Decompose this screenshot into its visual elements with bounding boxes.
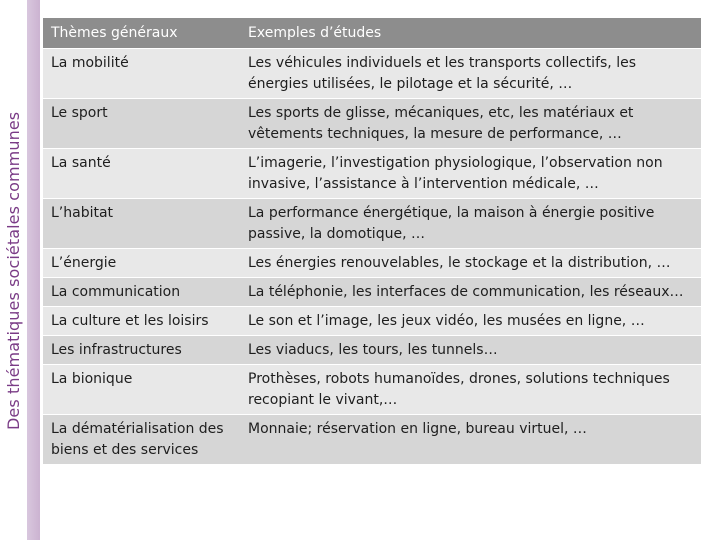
examples-cell: Prothèses, robots humanoïdes, drones, solutions techniques recopiant le vivant,…: [240, 365, 701, 415]
header-examples: Exemples d’études: [240, 18, 701, 49]
examples-cell: La téléphonie, les interfaces de communication, les réseaux…: [240, 278, 701, 307]
examples-cell: Le son et l’image, les jeux vidéo, les musées en ligne, …: [240, 307, 701, 336]
theme-cell: La bionique: [43, 365, 240, 415]
examples-cell: Les viaducs, les tours, les tunnels…: [240, 336, 701, 365]
examples-cell: Les véhicules individuels et les transports collectifs, les énergies utilisées, le pilotage et la sécurité, …: [240, 49, 701, 99]
theme-cell: Les infrastructures: [43, 336, 240, 365]
theme-cell: L’habitat: [43, 199, 240, 249]
examples-cell: Les énergies renouvelables, le stockage et la distribution, …: [240, 249, 701, 278]
table-row: [43, 49, 701, 99]
table-row: [43, 199, 701, 249]
themes-table: [43, 18, 701, 465]
table-row: [43, 336, 701, 365]
table-row: [43, 307, 701, 336]
theme-cell: L’énergie: [43, 249, 240, 278]
table-row: [43, 249, 701, 278]
header-themes: Thèmes généraux: [43, 18, 240, 49]
theme-cell: Le sport: [43, 99, 240, 149]
theme-cell: La dématérialisation des biens et des services: [43, 415, 240, 465]
theme-cell: La mobilité: [43, 49, 240, 99]
table-header-row: [43, 18, 701, 49]
table-row: [43, 99, 701, 149]
examples-cell: L’imagerie, l’investigation physiologique, l’observation non invasive, l’assistance à l’intervention médicale, …: [240, 149, 701, 199]
sidebar-title: Des thématiques sociétales communes: [4, 111, 23, 430]
table-row: [43, 149, 701, 199]
examples-cell: La performance énergétique, la maison à énergie positive passive, la domotique, …: [240, 199, 701, 249]
theme-cell: La communication: [43, 278, 240, 307]
theme-cell: La santé: [43, 149, 240, 199]
table-row: [43, 278, 701, 307]
examples-cell: Monnaie; réservation en ligne, bureau virtuel, …: [240, 415, 701, 465]
table-row: [43, 365, 701, 415]
examples-cell: Les sports de glisse, mécaniques, etc, les matériaux et vêtements techniques, la mesure de performance, …: [240, 99, 701, 149]
table-row: [43, 415, 701, 465]
theme-cell: La culture et les loisirs: [43, 307, 240, 336]
